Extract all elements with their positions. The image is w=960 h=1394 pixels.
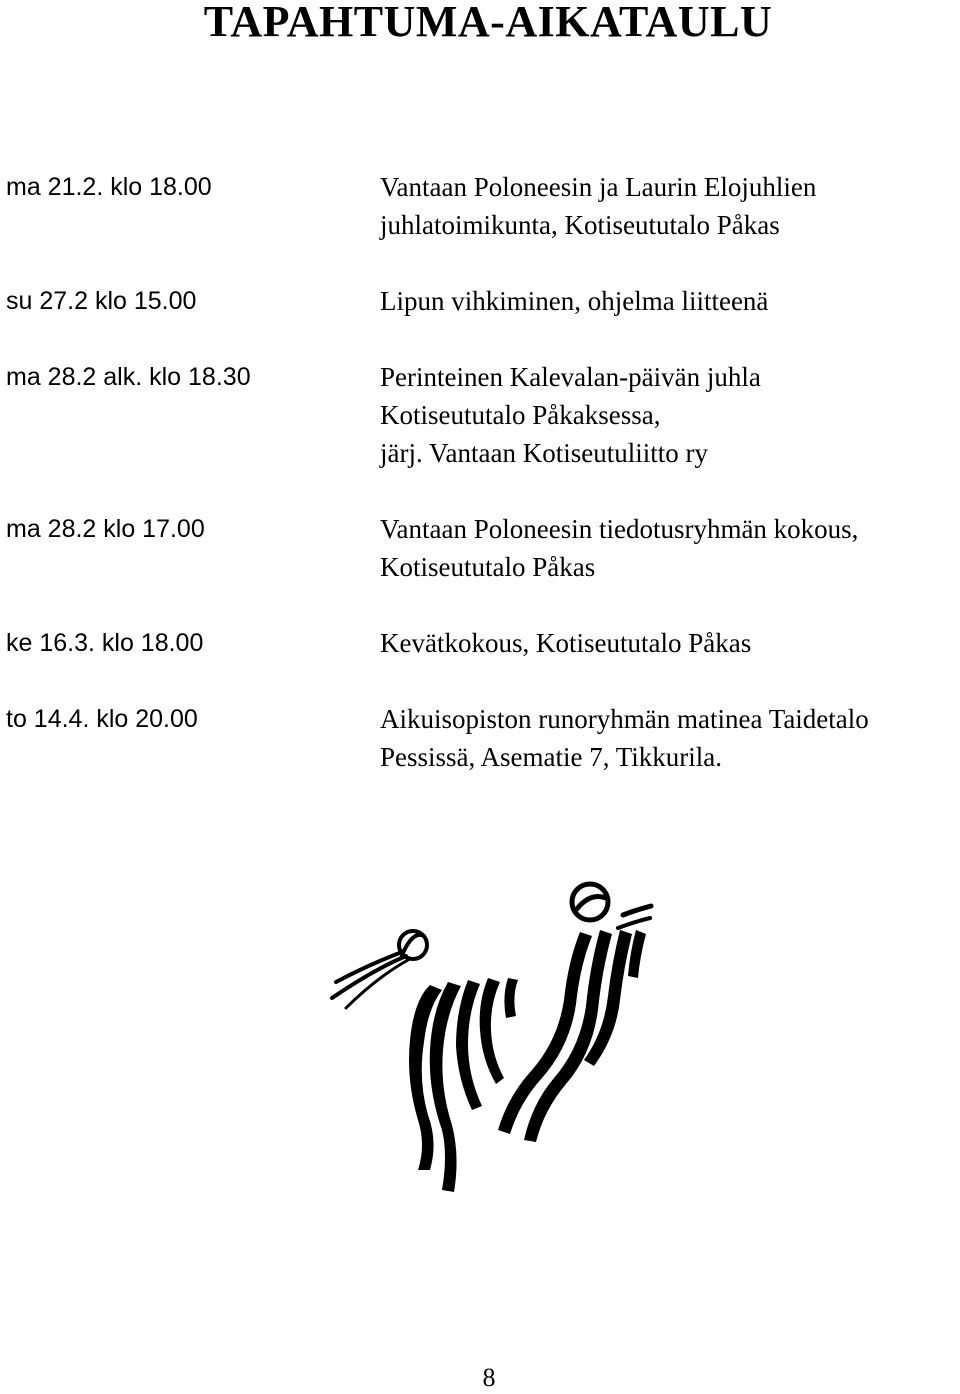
event-description [380, 700, 960, 776]
event-description-line: Aikuisopiston runoryhmän matinea Taidetalo [380, 704, 869, 734]
event-description [380, 282, 960, 320]
event-description [380, 358, 960, 472]
event-description-line: Kotiseututalo Påkaksessa, [380, 400, 661, 430]
event-date: ke 16.3. klo 18.00 [6, 629, 204, 657]
event-description-line: Kotiseututalo Påkas [380, 552, 596, 582]
event-description-line: Lipun vihkiminen, ohjelma liitteenä [380, 286, 769, 316]
event-description [380, 168, 960, 244]
event-date: ma 28.2 alk. klo 18.30 [6, 363, 251, 391]
event-description-line: Vantaan Poloneesin ja Laurin Elojuhlien [380, 172, 817, 202]
event-row [0, 168, 960, 244]
page-title: TAPAHTUMA-AIKATAULU [203, 0, 773, 46]
event-date: su 27.2 klo 15.00 [6, 287, 197, 315]
event-description-line: juhlatoimikunta, Kotiseututalo Påkas [380, 210, 780, 240]
event-row [0, 700, 960, 776]
dancers-logo [318, 870, 663, 1215]
event-description-line: Perinteinen Kalevalan-päivän juhla [380, 362, 761, 392]
event-date: ma 21.2. klo 18.00 [6, 173, 212, 201]
event-schedule [0, 168, 960, 776]
event-description-line: Kevätkokous, Kotiseututalo Påkas [380, 628, 752, 658]
event-description-line: järj. Vantaan Kotiseutuliitto ry [380, 438, 708, 468]
event-description [380, 510, 960, 586]
event-description [380, 624, 960, 662]
event-row [0, 624, 960, 662]
event-description-line: Pessissä, Asematie 7, Tikkurila. [380, 742, 723, 772]
event-row [0, 358, 960, 472]
event-date: ma 28.2 klo 17.00 [6, 515, 205, 543]
event-row [0, 510, 960, 586]
page-number: 8 [482, 1363, 496, 1392]
event-date: to 14.4. klo 20.00 [6, 705, 198, 733]
event-description-line: Vantaan Poloneesin tiedotusryhmän kokous, [380, 514, 859, 544]
event-row [0, 282, 960, 320]
